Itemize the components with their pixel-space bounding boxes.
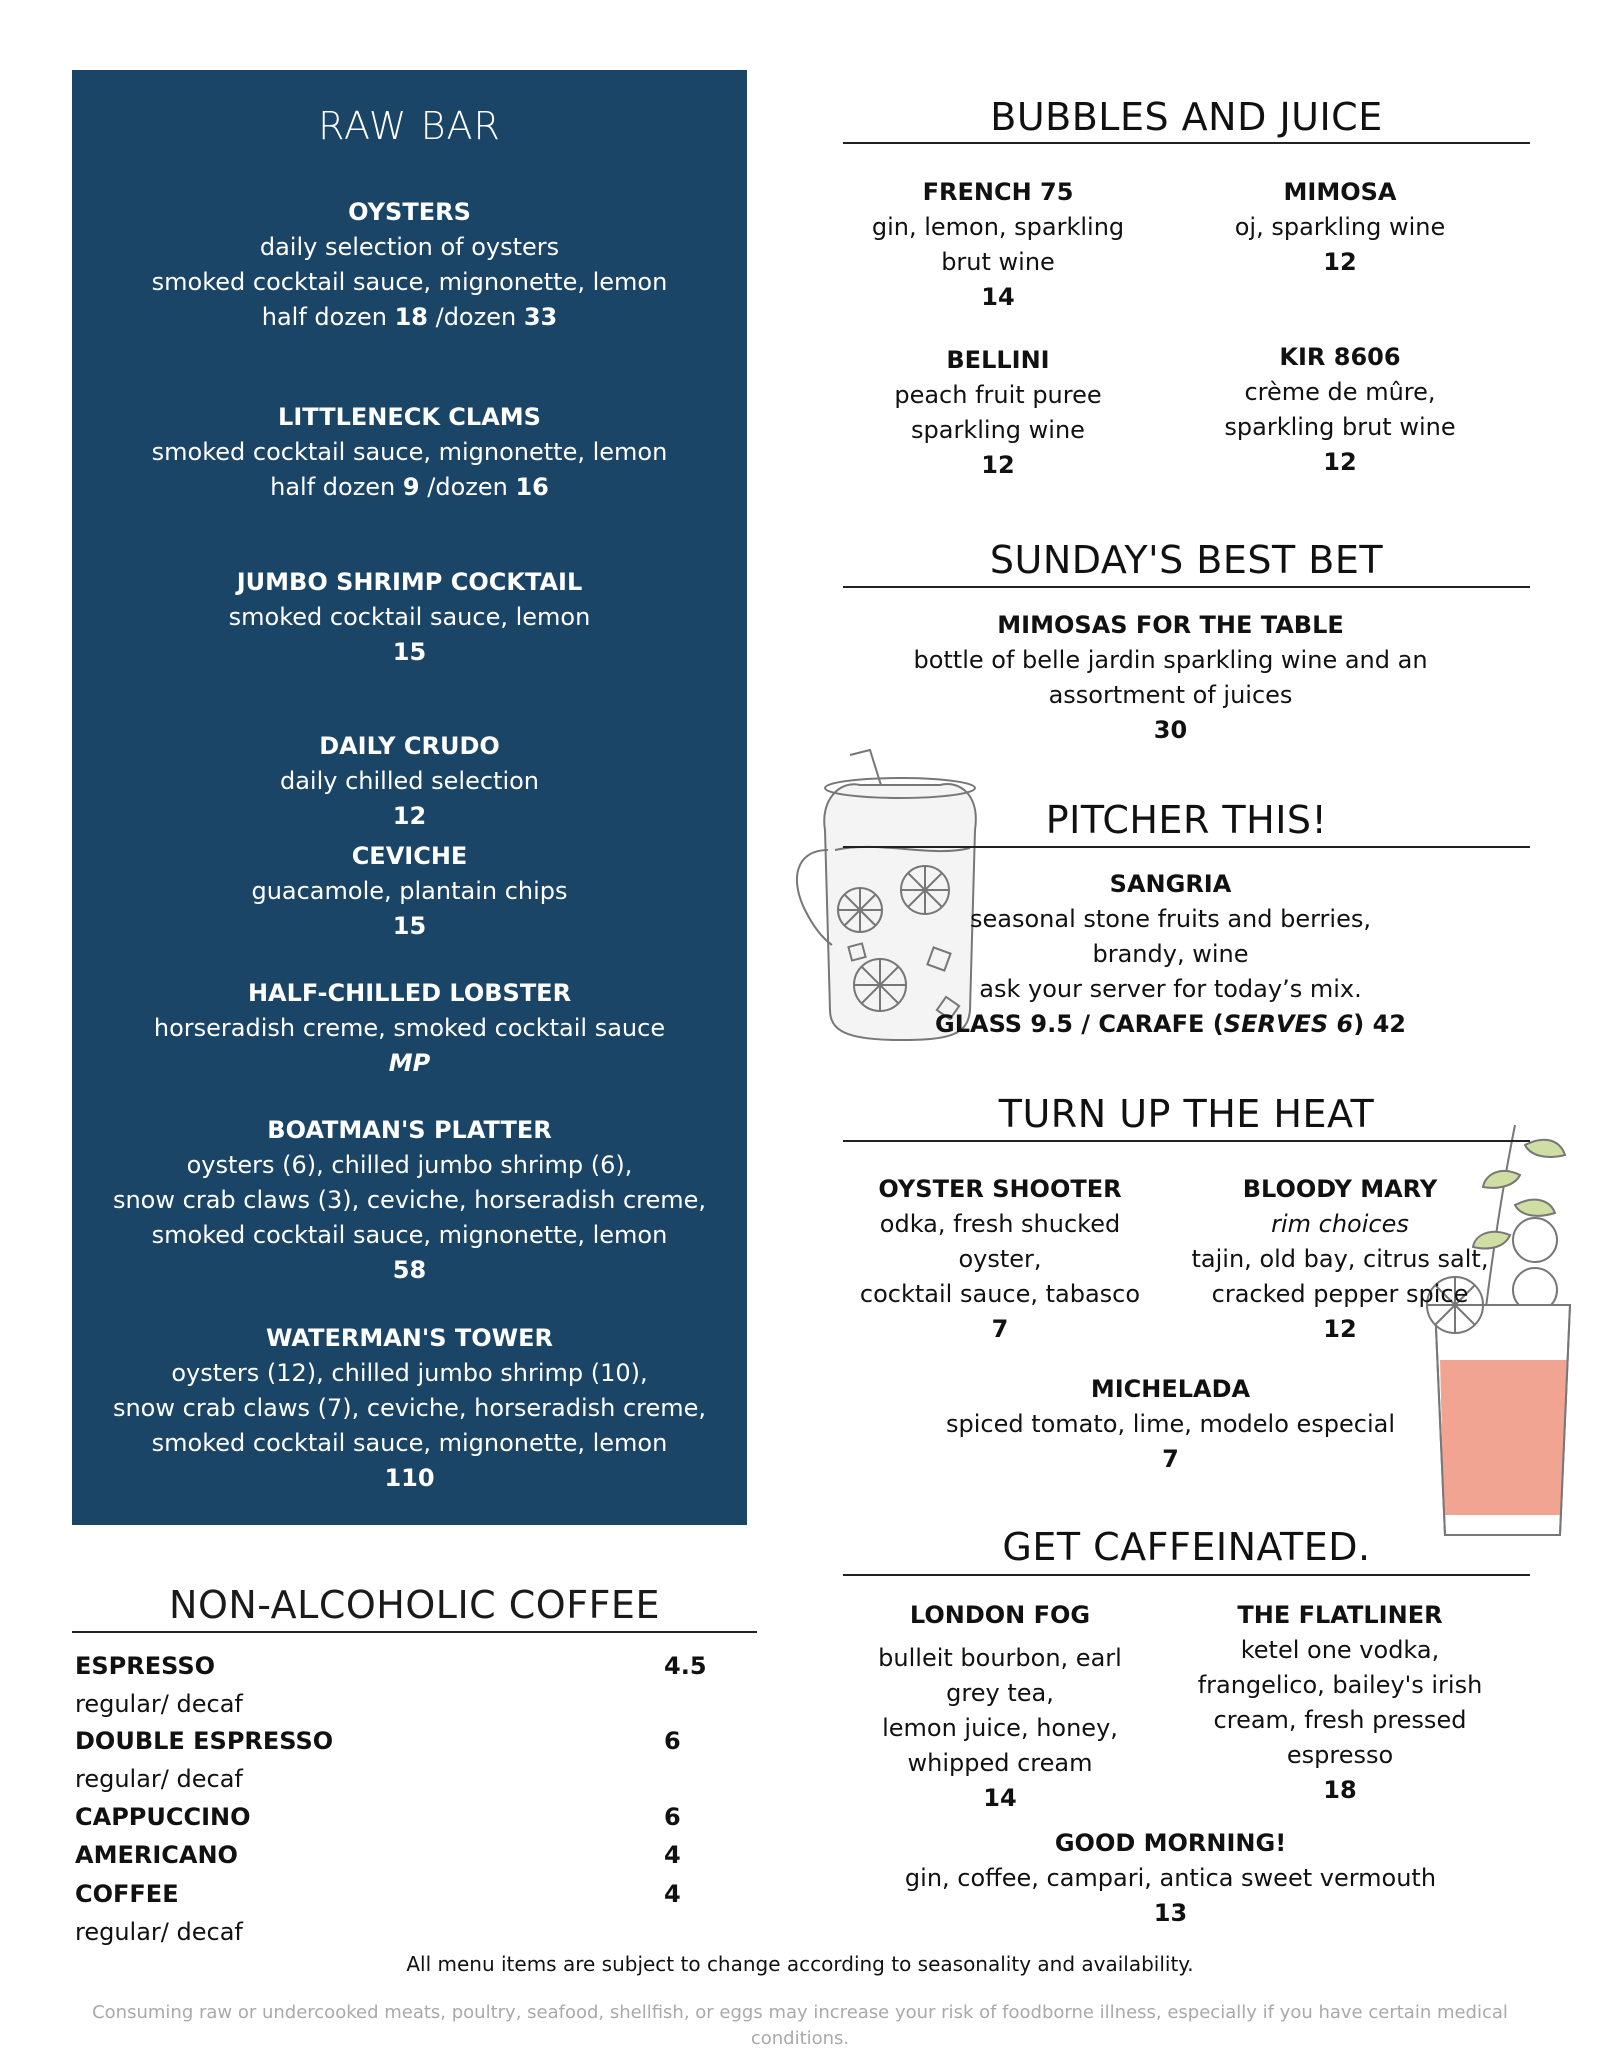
item-desc: oysters (6), chilled jumbo shrimp (6), [186, 1151, 633, 1179]
item-price: 12 [1323, 1315, 1357, 1343]
coffee-price: 6 [664, 1727, 681, 1755]
menu-item-kir [1185, 340, 1495, 480]
price-value: 16 [515, 473, 549, 501]
item-desc: oj, sparkling wine [1234, 213, 1446, 241]
coffee-price: 4 [664, 1841, 681, 1869]
menu-item-ceviche [72, 839, 747, 944]
item-name: DAILY CRUDO [319, 732, 500, 760]
item-desc: cracked pepper spice [1211, 1280, 1469, 1308]
foodborne-warning: Consuming raw or undercooked meats, poultry, seafood, shellfish, or eggs may increase your risk of foodborne illness, especially if you have certain medical conditions. [92, 2002, 1508, 2049]
item-desc: crème de mûre, [1244, 378, 1436, 406]
item-desc: ask your server for today’s mix. [979, 975, 1362, 1003]
price-value: 18 [394, 303, 428, 331]
item-name: BELLINI [946, 346, 1050, 374]
item-desc: daily selection of oysters [259, 233, 560, 261]
price-serves: SERVES 6 [1223, 1010, 1354, 1038]
price-value: 33 [523, 303, 558, 331]
menu-item-french75 [843, 175, 1153, 315]
coffee-divider [72, 1631, 757, 1633]
item-price: MP [388, 1049, 431, 1077]
price-label: /dozen [435, 303, 517, 331]
item-name: GOOD MORNING! [1054, 1829, 1287, 1857]
item-price [843, 1007, 1498, 1042]
price-glass: GLASS 9.5 / CARAFE ( [935, 1010, 1224, 1038]
item-desc: espresso [1286, 1741, 1394, 1769]
coffee-note: regular/ decaf [75, 1918, 243, 1946]
item-desc: snow crab claws (3), ceviche, horseradish creme, [112, 1186, 707, 1214]
item-desc: guacamole, plantain chips [251, 877, 568, 905]
item-name: FRENCH 75 [922, 178, 1074, 206]
item-name: MICHELADA [1090, 1375, 1251, 1403]
price-value: 9 [402, 473, 420, 501]
item-name: OYSTERS [348, 198, 471, 226]
menu-item-oysters [72, 195, 747, 335]
menu-item-mimosa [1185, 175, 1495, 280]
menu-item-waterman [72, 1321, 747, 1496]
item-desc: snow crab claws (7), ceviche, horseradish creme, [112, 1394, 707, 1422]
price-label: /dozen [427, 473, 508, 501]
item-desc: peach fruit puree [894, 381, 1102, 409]
item-desc: sparkling brut wine [1224, 413, 1456, 441]
item-name: BLOODY MARY [1242, 1175, 1438, 1203]
item-desc: sparkling wine [911, 416, 1085, 444]
item-name: MIMOSA [1283, 178, 1397, 206]
coffee-name: CAPPUCCINO [75, 1803, 251, 1831]
availability-notice: All menu items are subject to change according to seasonality and availability. [406, 1952, 1194, 1976]
coffee-price: 4 [664, 1880, 681, 1908]
item-desc: brut wine [941, 248, 1055, 276]
pitcher-title: PITCHER THIS! [1045, 798, 1328, 842]
menu-item-good-morning [843, 1826, 1498, 1931]
item-desc: gin, lemon, sparkling [871, 213, 1125, 241]
item-price: 12 [1323, 248, 1357, 276]
menu-item-oyster-shooter [843, 1172, 1157, 1347]
item-desc: daily chilled selection [279, 767, 540, 795]
item-price: 30 [1153, 716, 1188, 744]
item-price: 14 [981, 283, 1015, 311]
menu-item-bellini [843, 343, 1153, 483]
item-name: THE FLATLINER [1237, 1601, 1443, 1629]
item-desc: gin, coffee, campari, antica sweet vermouth [904, 1864, 1437, 1892]
item-desc: seasonal stone fruits and berries, [970, 905, 1371, 933]
item-price: 18 [1323, 1776, 1357, 1804]
bubbles-title: BUBBLES AND JUICE [990, 95, 1383, 139]
coffee-name: DOUBLE ESPRESSO [75, 1727, 334, 1755]
menu-item-lobster [72, 976, 747, 1081]
item-desc: spiced tomato, lime, modelo especial [945, 1410, 1396, 1438]
coffee-price: 6 [664, 1803, 681, 1831]
item-desc: whipped cream [907, 1749, 1093, 1777]
item-name: KIR 8606 [1279, 343, 1401, 371]
item-desc: smoked cocktail sauce, mignonette, lemon [151, 438, 668, 466]
item-desc: grey tea, [946, 1679, 1054, 1707]
item-name: LONDON FOG [909, 1601, 1091, 1629]
item-desc: smoked cocktail sauce, mignonette, lemon [151, 1221, 668, 1249]
raw-bar-panel [72, 70, 747, 1525]
menu-item-crudo [72, 729, 747, 834]
item-desc: odka, fresh shucked oyster, [879, 1210, 1121, 1273]
item-desc: brandy, wine [1092, 940, 1249, 968]
coffee-price: 4.5 [664, 1652, 707, 1680]
sunday-divider [843, 586, 1530, 588]
coffee-title: NON-ALCOHOLIC COFFEE [169, 1583, 660, 1627]
item-price: 58 [392, 1256, 427, 1284]
price-label: half dozen [270, 473, 396, 501]
item-desc: smoked cocktail sauce, lemon [228, 603, 591, 631]
item-name: OYSTER SHOOTER [878, 1175, 1122, 1203]
price-label: half dozen [261, 303, 387, 331]
item-name: LITTLENECK CLAMS [278, 403, 541, 431]
menu-item-sangria [843, 867, 1498, 1042]
bubbles-divider [843, 142, 1530, 144]
item-desc: smoked cocktail sauce, mignonette, lemon [151, 1429, 668, 1457]
item-price: 12 [392, 802, 427, 830]
item-desc: lemon juice, honey, [882, 1714, 1118, 1742]
menu-item-london-fog [843, 1598, 1157, 1816]
coffee-note: regular/ decaf [75, 1690, 243, 1718]
menu-item-boatman [72, 1113, 747, 1288]
item-desc: smoked cocktail sauce, mignonette, lemon [151, 268, 668, 296]
coffee-name: ESPRESSO [75, 1652, 216, 1680]
pitcher-divider [843, 846, 1530, 848]
menu-item-bloody-mary [1185, 1172, 1495, 1347]
coffee-name: COFFEE [75, 1880, 179, 1908]
caffeinated-divider [843, 1574, 1530, 1576]
item-desc: frangelico, bailey's irish [1197, 1671, 1483, 1699]
heat-title: TURN UP THE HEAT [998, 1092, 1375, 1136]
item-name: JUMBO SHRIMP COCKTAIL [236, 568, 583, 596]
item-price [72, 300, 747, 335]
price-carafe: ) 42 [1353, 1010, 1406, 1038]
item-name: HALF-CHILLED LOBSTER [247, 979, 572, 1007]
item-desc: horseradish creme, smoked cocktail sauce [153, 1014, 666, 1042]
sunday-title: SUNDAY'S BEST BET [989, 538, 1384, 582]
item-name: BOATMAN'S PLATTER [267, 1116, 552, 1144]
item-price: 13 [1153, 1899, 1188, 1927]
menu-item-flatliner [1185, 1598, 1495, 1808]
caffeinated-title: GET CAFFEINATED. [1002, 1525, 1371, 1569]
item-price: 12 [981, 451, 1015, 479]
item-desc: cream, fresh pressed [1213, 1706, 1467, 1734]
item-price: 12 [1323, 448, 1357, 476]
heat-divider [843, 1140, 1530, 1142]
item-name: CEVICHE [351, 842, 468, 870]
item-name: SANGRIA [1109, 870, 1232, 898]
item-price: 7 [991, 1315, 1009, 1343]
item-desc: cocktail sauce, tabasco [859, 1280, 1141, 1308]
item-price: 15 [392, 912, 427, 940]
item-desc: oysters (12), chilled jumbo shrimp (10), [171, 1359, 648, 1387]
item-desc: bottle of belle jardin sparkling wine and an [913, 646, 1428, 674]
item-price: 15 [392, 638, 427, 666]
coffee-name: AMERICANO [75, 1841, 238, 1869]
menu-item-mimosas-table [843, 608, 1498, 748]
menu-item-michelada [843, 1372, 1498, 1477]
item-name: WATERMAN'S TOWER [265, 1324, 553, 1352]
item-price [72, 470, 747, 505]
item-price: 14 [983, 1784, 1017, 1812]
item-name: MIMOSAS FOR THE TABLE [997, 611, 1344, 639]
item-price: 110 [384, 1464, 435, 1492]
menu-item-clams [72, 400, 747, 505]
item-desc: ketel one vodka, [1240, 1636, 1440, 1664]
item-desc: assortment of juices [1048, 681, 1293, 709]
menu-item-shrimp [72, 565, 747, 670]
item-desc: bulleit bourbon, earl [878, 1644, 1122, 1672]
item-desc: tajin, old bay, citrus salt, [1191, 1245, 1489, 1273]
raw-bar-title: RAW BAR [318, 104, 501, 148]
item-price: 7 [1162, 1445, 1179, 1473]
coffee-note: regular/ decaf [75, 1765, 243, 1793]
item-desc: rim choices [1271, 1210, 1409, 1238]
